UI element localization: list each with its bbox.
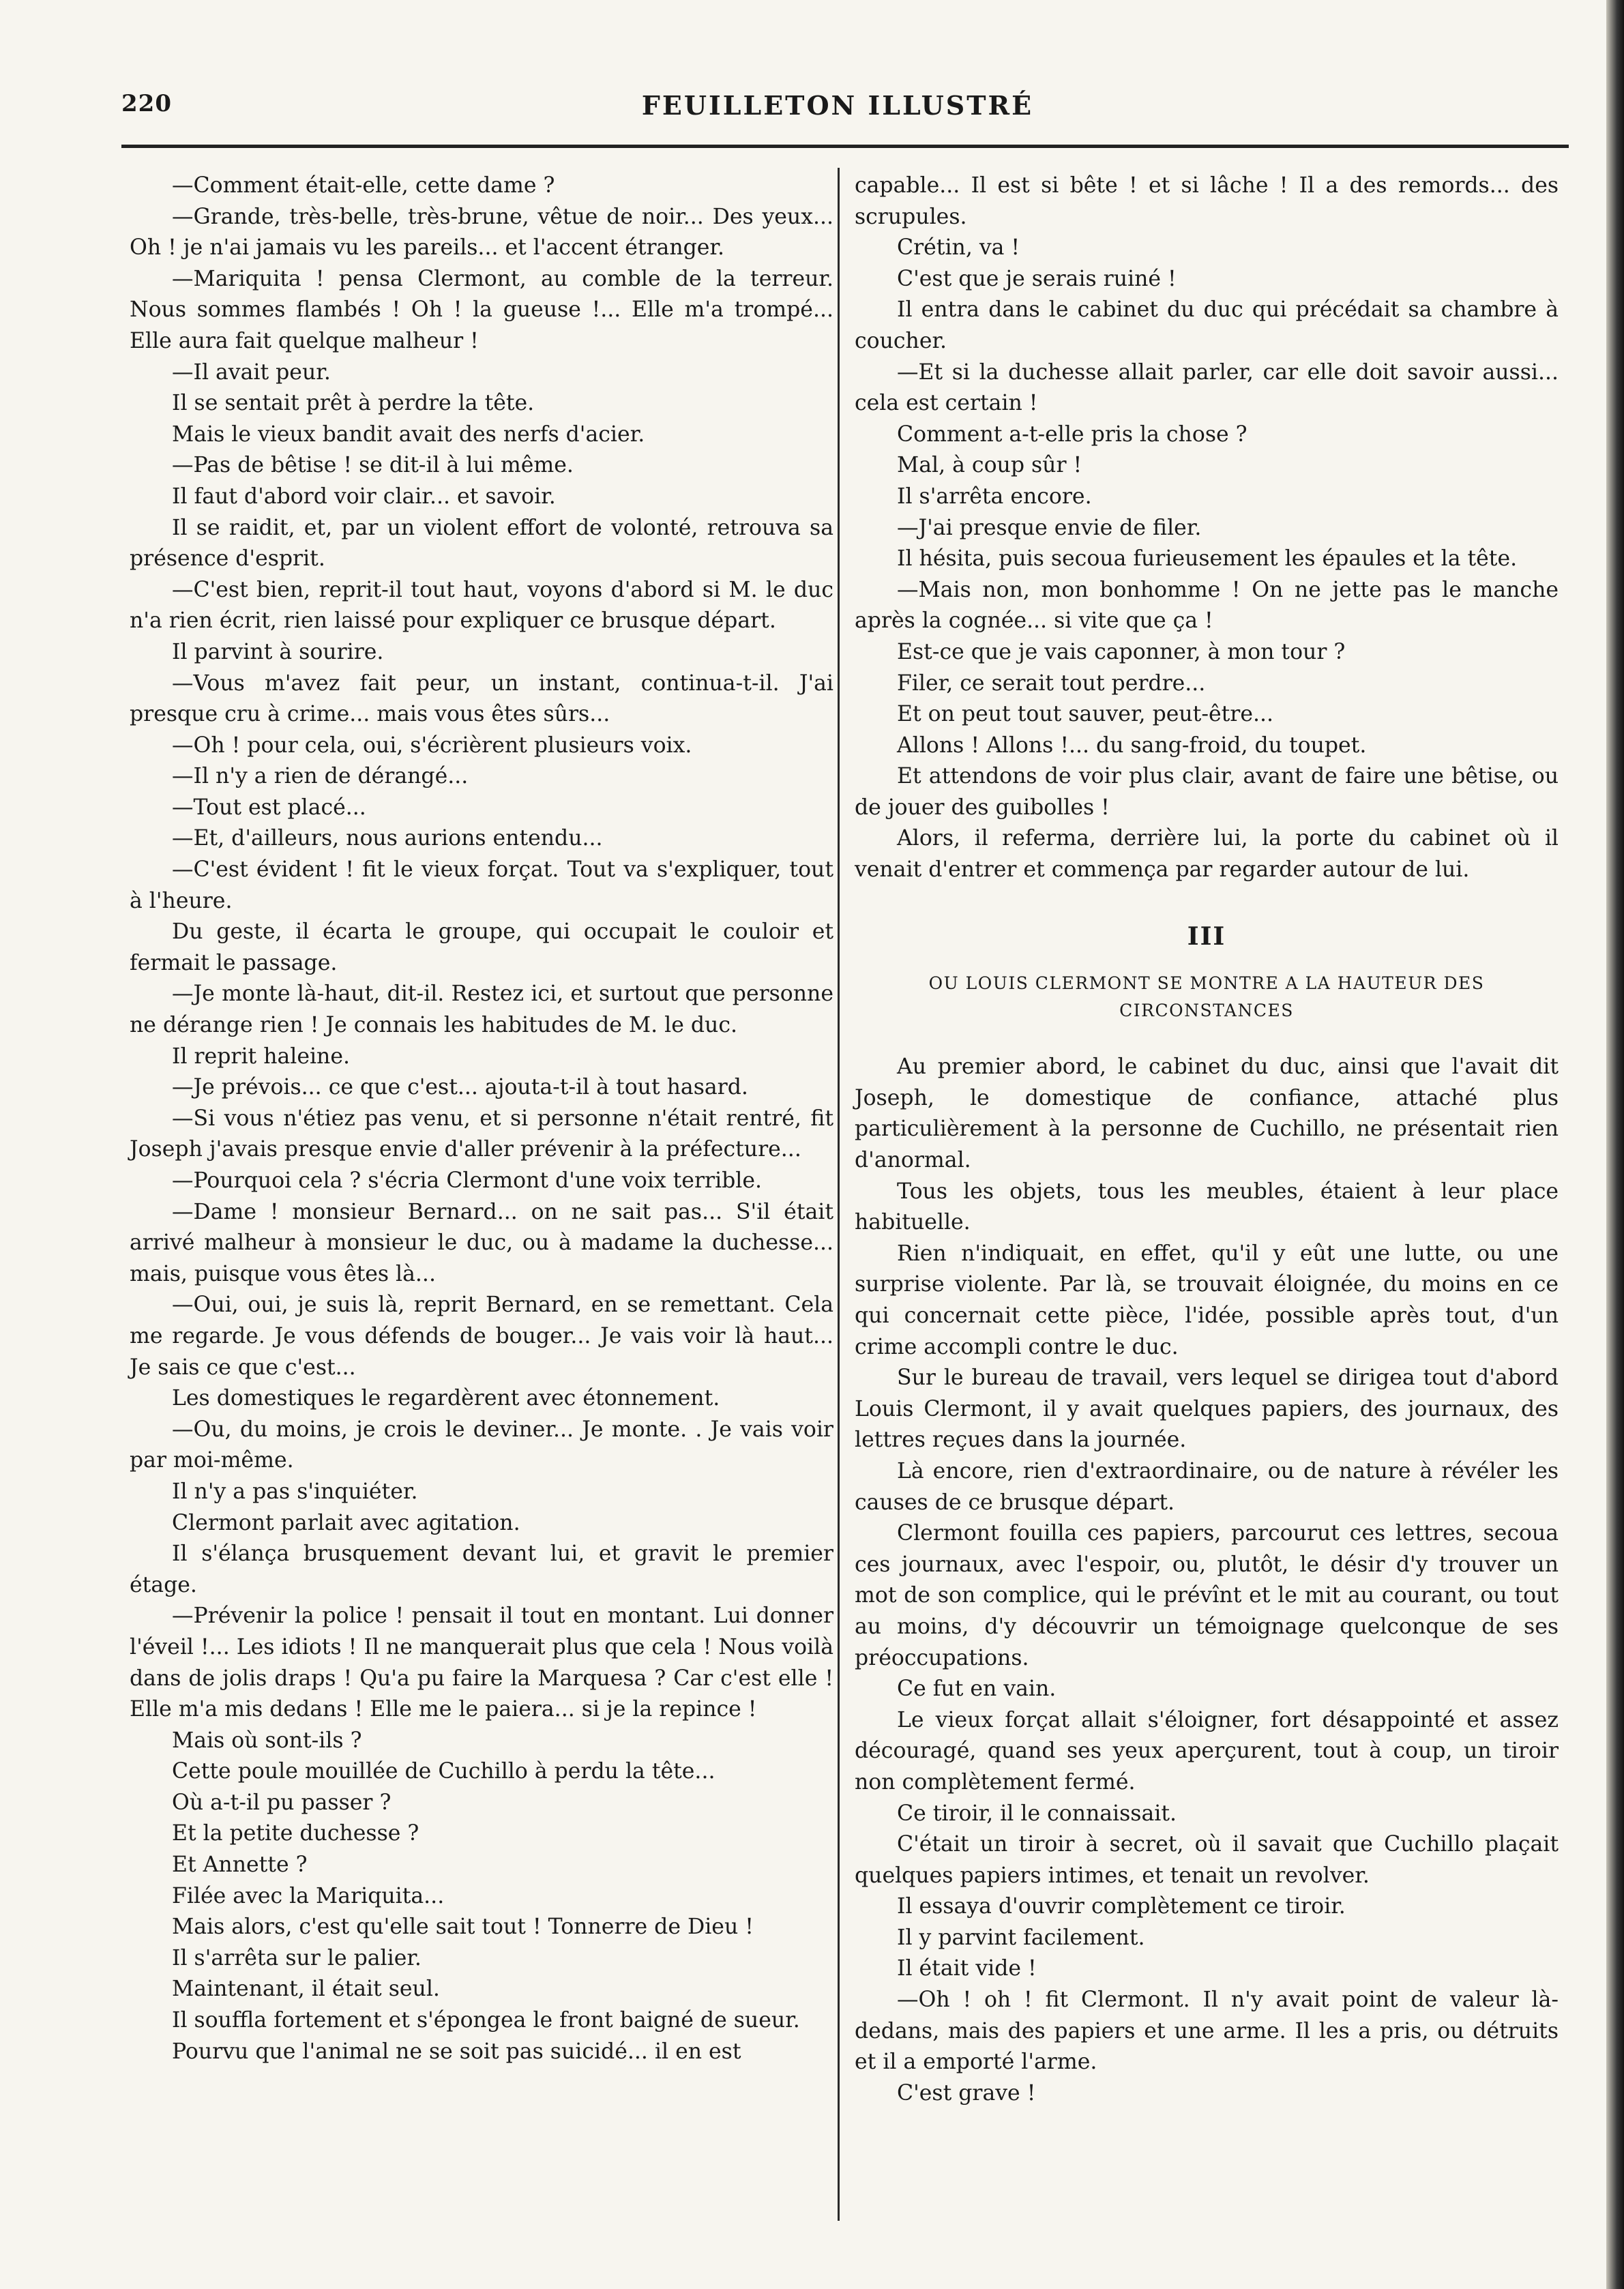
paragraph: Il se sentait prêt à perdre la tête. xyxy=(172,391,535,416)
paragraph: Il faut d'abord voir clair... et savoir. xyxy=(172,484,556,509)
paragraph: Là encore, rien d'extraordinaire, ou de nature à révéler les causes de ce brusque départ. xyxy=(855,1458,1559,1515)
page-header xyxy=(121,90,1554,131)
page-number: 220 xyxy=(121,90,172,117)
paragraph: —Grande, très-belle, très-brune, vêtue de noir... Des yeux... Oh ! je n'ai jamais vu les pareils... et l'accent étranger. xyxy=(130,204,833,261)
binding-edge xyxy=(1606,0,1624,2289)
paragraph: —Et, d'ailleurs, nous aurions entendu... xyxy=(172,826,603,851)
paragraph: —Prévenir la police ! pensait il tout en montant. Lui donner l'éveil !... Les idiots ! Il ne manquerait plus que cela ! Nous voilà dans de jolis draps ! Qu'a pu faire la Marquesa ? Car c'est elle ! Elle m'a mis dedans ! Elle me le paiera... si je la repince ! xyxy=(130,1604,833,1722)
paragraph: —J'ai presque envie de filer. xyxy=(897,515,1202,540)
paragraph: Il y parvint facilement. xyxy=(897,1925,1145,1950)
chapter-number: III xyxy=(1187,921,1226,951)
paragraph: —Dame ! monsieur Bernard... on ne sait pas... S'il était arrivé malheur à monsieur le duc, ou à madame la duchesse... mais, puisque vous êtes là... xyxy=(130,1199,833,1286)
paragraph: Clermont fouilla ces papiers, parcourut ces lettres, secoua ces journaux, avec l'espoir, ou, plutôt, le désir d'y trouver un mot de son complice, qui le prévînt et le mit au courant, ou tout au moins, d'y découvrir un témoignage quelconque de ses préoccupations. xyxy=(855,1521,1559,1670)
paragraph: Et Annette ? xyxy=(172,1852,308,1878)
paragraph: Il souffla fortement et s'épongea le front baigné de sueur. xyxy=(172,2008,800,2033)
paragraph: —Si vous n'étiez pas venu, et si personne n'était rentré, fit Joseph j'avais presque envie d'aller prévenir à la préfecture... xyxy=(130,1106,833,1162)
paragraph: Allons ! Allons !... du sang-froid, du toupet. xyxy=(897,733,1367,758)
paragraph: Filer, ce serait tout perdre... xyxy=(897,670,1206,696)
paragraph: Il hésita, puis secoua furieusement les épaules et la tête. xyxy=(897,546,1518,572)
paragraph: Cette poule mouillée de Cuchillo à perdu la tête... xyxy=(172,1759,715,1784)
paragraph: C'était un tiroir à secret, où il savait que Cuchillo plaçait quelques papiers intimes, et tenait un revolver. xyxy=(855,1832,1559,1888)
paragraph: —C'est bien, reprit-il tout haut, voyons d'abord si M. le duc n'a rien écrit, rien laissé pour expliquer ce brusque départ. xyxy=(130,577,833,634)
paragraph: C'est grave ! xyxy=(897,2080,1036,2106)
paragraph: Tous les objets, tous les meubles, étaient à leur place habituelle. xyxy=(855,1179,1559,1235)
paragraph: Il se raidit, et, par un violent effort de volonté, retrouva sa présence d'esprit. xyxy=(130,515,833,572)
paragraph: Est-ce que je vais caponner, à mon tour ? xyxy=(897,639,1346,664)
paragraph: —Vous m'avez fait peur, un instant, continua-t-il. J'ai presque cru à crime... mais vous êtes sûrs... xyxy=(130,670,833,727)
paragraph: Et on peut tout sauver, peut-être... xyxy=(897,702,1274,727)
paragraph: —Mariquita ! pensa Clermont, au comble de la terreur. Nous sommes flambés ! Oh ! la gueuse !... Elle m'a trompé... Elle aura fait quelque malheur ! xyxy=(130,266,833,353)
paragraph: Il essaya d'ouvrir complètement ce tiroir. xyxy=(897,1894,1346,1919)
paragraph: Il s'arrêta encore. xyxy=(897,484,1092,509)
paragraph: C'est que je serais ruiné ! xyxy=(897,266,1177,291)
paragraph: Mais où sont-ils ? xyxy=(172,1728,362,1753)
paragraph: Sur le bureau de travail, vers lequel se dirigea tout d'abord Louis Clermont, il y avait quelques papiers, des journaux, des lettres reçues dans la journée. xyxy=(855,1365,1559,1453)
paragraph: Ce tiroir, il le connaissait. xyxy=(897,1801,1177,1826)
paragraph: —Il n'y a rien de dérangé... xyxy=(172,764,469,789)
paragraph: Rien n'indiquait, en effet, qu'il y eût une lutte, ou une surprise violente. Par là, se trouvait éloignée, du moins en ce qui concernait cette pièce, l'idée, possible après tout, d'un crime accompli contre le duc. xyxy=(855,1241,1559,1359)
paragraph: Clermont parlait avec agitation. xyxy=(172,1510,520,1535)
paragraph: Mal, à coup sûr ! xyxy=(897,453,1082,478)
paragraph: Il n'y a pas s'inquiéter. xyxy=(172,1479,418,1504)
right-column-top xyxy=(855,171,1559,886)
paragraph: —Pas de bêtise ! se dit-il à lui même. xyxy=(172,453,574,478)
paragraph: Le vieux forçat allait s'éloigner, fort désappointé et assez découragé, quand ses yeux aperçurent, tout à coup, un tiroir non complètement fermé. xyxy=(855,1707,1559,1795)
column-divider xyxy=(838,168,840,2221)
paragraph: Mais alors, c'est qu'elle sait tout ! Tonnerre de Dieu ! xyxy=(172,1915,754,1940)
paragraph: Maintenant, il était seul. xyxy=(172,1977,440,2002)
paragraph: Alors, il referma, derrière lui, la porte du cabinet où il venait d'entrer et commença par regarder autour de lui. xyxy=(855,826,1559,883)
paragraph: capable... Il est si bête ! et si lâche ! Il a des remords... des scrupules. xyxy=(855,173,1559,229)
paragraph: Au premier abord, le cabinet du duc, ainsi que l'avait dit Joseph, le domestique de confiance, attaché plus particulièrement à la personne de Cuchillo, ne présentait rien d'anormal. xyxy=(855,1054,1559,1173)
paragraph: Il entra dans le cabinet du duc qui précédait sa chambre à coucher. xyxy=(855,297,1559,353)
paragraph: Il était vide ! xyxy=(897,1956,1037,1981)
paragraph: —Pourquoi cela ? s'écria Clermont d'une voix terrible. xyxy=(172,1168,763,1193)
paragraph: —Oui, oui, je suis là, reprit Bernard, en se remettant. Cela me regarde. Je vous défends de bouger... Je vais voir là haut... Je sais ce que c'est... xyxy=(130,1293,833,1380)
paragraph: Et attendons de voir plus clair, avant de faire une bêtise, ou de jouer des guibolles ! xyxy=(855,764,1559,820)
paragraph: Pourvu que l'animal ne se soit pas suicidé... il en est xyxy=(172,2039,741,2064)
left-column xyxy=(130,171,833,2067)
paragraph: Crétin, va ! xyxy=(897,235,1020,261)
running-title: FEUILLETON ILLUSTRÉ xyxy=(641,90,1034,121)
paragraph: Il s'élança brusquement devant lui, et gravit le premier étage. xyxy=(130,1541,833,1597)
paragraph: —Je monte là-haut, dit-il. Restez ici, et surtout que personne ne dérange rien ! Je connais les habitudes de M. le duc. xyxy=(130,981,833,1038)
right-column xyxy=(855,171,1559,2109)
paragraph: —Ou, du moins, je crois le deviner... Je monte. . Je vais voir par moi-même. xyxy=(130,1417,833,1473)
paragraph: Ce fut en vain. xyxy=(897,1677,1057,1702)
paragraph: Et la petite duchesse ? xyxy=(172,1821,419,1846)
header-rule xyxy=(121,145,1569,148)
paragraph: Mais le vieux bandit avait des nerfs d'acier. xyxy=(172,422,645,447)
paragraph: —Je prévois... ce que c'est... ajouta-t-il à tout hasard. xyxy=(172,1075,748,1100)
paragraph: —Mais non, mon bonhomme ! On ne jette pas le manche après la cognée... si vite que ça ! xyxy=(855,577,1559,634)
paragraph: Filée avec la Mariquita... xyxy=(172,1883,445,1908)
right-column-bottom xyxy=(855,1052,1559,2109)
paragraph: —Il avait peur. xyxy=(172,359,331,385)
paragraph: —Comment était-elle, cette dame ? xyxy=(172,173,555,198)
paragraph: Du geste, il écarta le groupe, qui occupait le couloir et fermait le passage. xyxy=(130,919,833,975)
paragraph: —Et si la duchesse allait parler, car elle doit savoir aussi... cela est certain ! xyxy=(855,359,1559,416)
paragraph: —Tout est placé... xyxy=(172,795,366,820)
paragraph: —Oh ! pour cela, oui, s'écrièrent plusieurs voix. xyxy=(172,733,692,758)
paragraph: Où a-t-il pu passer ? xyxy=(172,1790,392,1815)
paragraph: —C'est évident ! fit le vieux forçat. Tout va s'expliquer, tout à l'heure. xyxy=(130,857,833,913)
chapter-title: OU LOUIS CLERMONT SE MONTRE A LA HAUTEUR DES CIRCONSTANCES xyxy=(928,973,1485,1021)
paragraph: Comment a-t-elle pris la chose ? xyxy=(897,422,1247,447)
paragraph: Il parvint à sourire. xyxy=(172,639,384,664)
paragraph: Les domestiques le regardèrent avec étonnement. xyxy=(172,1386,720,1411)
paragraph: —Oh ! oh ! fit Clermont. Il n'y avait point de valeur là-dedans, mais des papiers et une arme. Il les a pris, ou détruits et il a emporté l'arme. xyxy=(855,1988,1559,2075)
paragraph: Il reprit haleine. xyxy=(172,1044,350,1069)
paragraph: Il s'arrêta sur le palier. xyxy=(172,1945,422,1970)
